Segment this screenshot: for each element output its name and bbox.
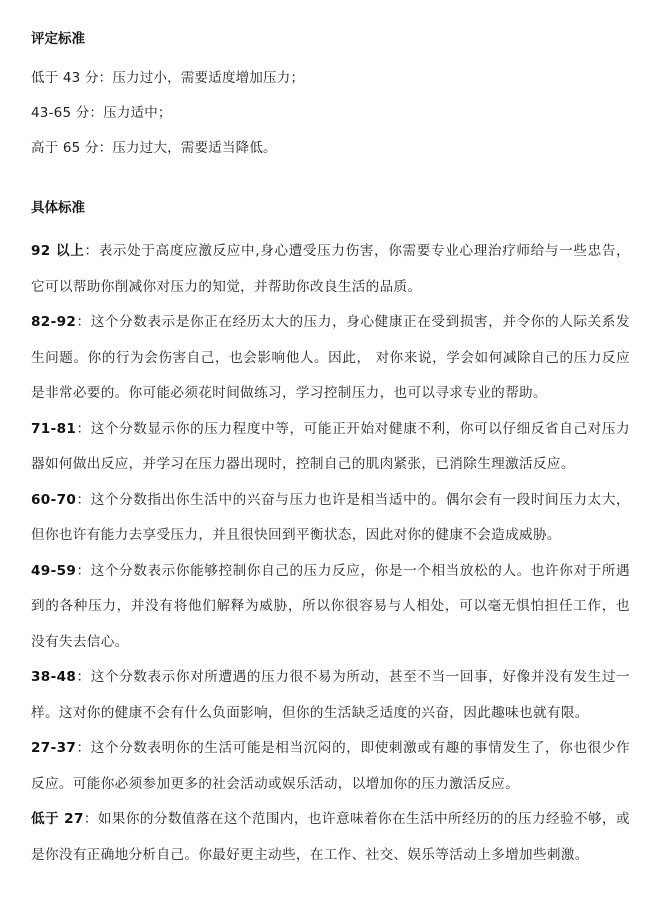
score-description: ：如果你的分数值落在这个范围内，也许意味着你在生活中所经历的的压力经验不够，或是你没有正确地分析自己。你最好更主动些，在工作、社交、娱乐等活动上多增加些刺激。 — [31, 811, 630, 863]
score-description: ：这个分数表明你的生活可能是相当沉闷的，即使刺激或有趣的事情发生了，你也很少作反应。可能你必须参加更多的社会活动或娱乐活动，以增加你的压力激活反应。 — [31, 740, 630, 792]
score-range: 27-37 — [31, 740, 77, 756]
detail-item-60-70 — [31, 483, 630, 554]
score-range: 82-92 — [31, 314, 77, 330]
detail-item-82-92 — [31, 305, 630, 412]
score-range: 38-48 — [31, 669, 77, 685]
detail-item-38-48 — [31, 660, 630, 731]
rule-high: 高于 65 分：压力过大，需要适当降低。 — [31, 140, 277, 156]
score-description: ：这个分数表示是你正在经历太大的压力，身心健康正在受到损害，并令你的人际关系发生问题。你的行为会伤害自己，也会影响他人。因此， 对你来说，学会如何减除自己的压力反应是非常必要的。你可能必须花时间做练习，学习控制压力，也可以寻求专业的帮助。 — [31, 314, 630, 401]
detail-item-92-plus — [31, 234, 630, 305]
detail-section — [31, 198, 630, 873]
detail-heading: 具体标准 — [31, 200, 85, 216]
rule-mid: 43-65 分：压力适中； — [31, 105, 172, 121]
evaluation-section — [31, 29, 630, 158]
score-description: ：表示处于高度应激反应中,身心遭受压力伤害，你需要专业心理治疗师给与一些忠告，它可以帮助你削减你对压力的知觉，并帮助你改良生活的品质。 — [31, 243, 631, 295]
score-range: 71-81 — [31, 420, 77, 437]
score-range: 低于 27 — [31, 811, 84, 827]
evaluation-heading: 评定标准 — [31, 31, 85, 47]
score-range: 49-59 — [31, 562, 77, 579]
detail-item-71-81 — [31, 412, 630, 483]
detail-item-27-37 — [31, 731, 630, 802]
rule-low: 低于 43 分：压力过小，需要适度增加压力； — [31, 70, 305, 86]
score-range: 92 以上 — [31, 243, 85, 259]
detail-item-below-27 — [31, 802, 630, 873]
detail-item-49-59 — [31, 554, 630, 661]
score-description: ：这个分数表示你对所遭遇的压力很不易为所动，甚至不当一回事，好像并没有发生过一样。这对你的健康不会有什么负面影响，但你的生活缺乏适度的兴奋，因此趣味也就有限。 — [31, 669, 630, 721]
score-description: ：这个分数指出你生活中的兴奋与压力也许是相当适中的。偶尔会有一段时间压力太大，但你也许有能力去享受压力，并且很快回到平衡状态，因此对你的健康不会造成威胁。 — [31, 491, 630, 543]
score-range: 60-70 — [31, 491, 77, 508]
score-description: ：这个分数表示你能够控制你自己的压力反应，你是一个相当放松的人。也许你对于所遇到的各种压力，并没有将他们解释为威胁，所以你很容易与人相处，可以毫无惧怕担任工作，也没有失去信心。 — [31, 562, 630, 650]
score-description: ：这个分数显示你的压力程度中等，可能正开始对健康不利，你可以仔细反省自己对压力器如何做出反应，并学习在压力器出现时，控制自己的肌肉紧张，已消除生理激活反应。 — [31, 420, 630, 472]
